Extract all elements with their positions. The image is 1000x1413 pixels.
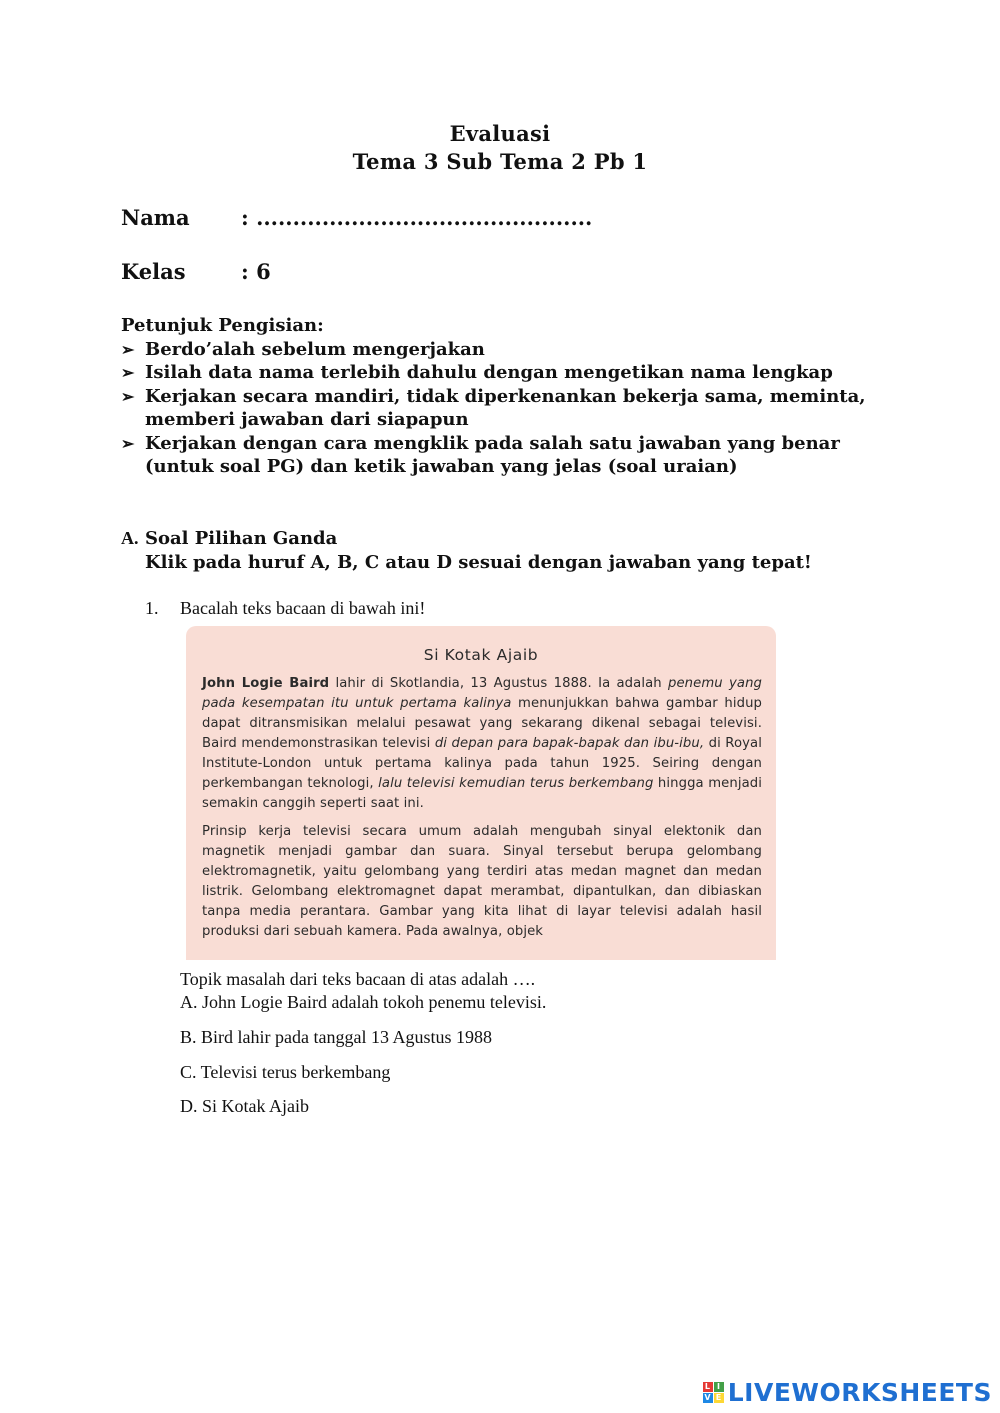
reading-title: Si Kotak Ajaib <box>423 646 539 664</box>
arrow-bullet-icon: ➢ <box>121 386 135 406</box>
reading-text: di Royal Institute-London untuk pertama kalinya pada tahun 1925. Seiring dengan perkembangan teknologi, <box>202 736 762 791</box>
logo-square: V <box>704 1393 712 1402</box>
reading-paragraph-1 <box>202 674 762 814</box>
logo-square: L <box>703 1382 713 1392</box>
reading-italic: di depan para bapak-bapak dan ibu-ibu, <box>434 736 705 751</box>
kelas-label: Kelas <box>121 259 186 284</box>
logo-grid-icon <box>703 1382 724 1403</box>
page-title: Evaluasi <box>449 121 551 146</box>
kelas-field <box>121 259 271 284</box>
instructions-heading: Petunjuk Pengisian: <box>121 315 324 336</box>
arrow-bullet-icon: ➢ <box>121 339 135 359</box>
instruction-text: Kerjakan dengan cara mengklik pada salah satu jawaban yang benar (untuk soal PG) dan ketik jawaban yang jelas (soal uraian) <box>145 432 840 477</box>
reading-italic: penemu yang pada kesempatan itu untuk pertama kalinya <box>202 676 763 711</box>
instruction-item <box>121 432 881 479</box>
reading-text: lahir di Skotlandia, 13 Agustus 1888. Ia adalah <box>329 676 668 691</box>
nama-field <box>121 205 592 230</box>
section-instruction: Klik pada huruf A, B, C atau D sesuai dengan jawaban yang tepat! <box>145 552 812 573</box>
reading-italic: lalu televisi kemudian terus berkembang <box>378 776 654 791</box>
section-heading <box>121 526 812 575</box>
page-subtitle: Tema 3 Sub Tema 2 Pb 1 <box>352 149 648 174</box>
instruction-text: Berdo’alah sebelum mengerjakan <box>145 338 485 360</box>
reading-paragraph-2: Prinsip kerja televisi secara umum adalah mengubah sinyal elektonik dan magnetik menjadi gambar dan suara. Sinyal tersebut berupa gelombang elektromagnetik, yaitu gelombang yang terdiri atas medan magnet dan medan listrik. Gelombang elektromagnet dapat merambat, dipantulkan, dan dibiaskan tanpa media perantara. Gambar yang kita lihat di layar televisi adalah hasil produksi dari sebuah kamera. Pada awalnya, objek <box>202 824 762 939</box>
question-prompt: Topik masalah dari teks bacaan di atas adalah …. <box>180 969 536 989</box>
reading-name: John Logie Baird <box>202 676 330 691</box>
logo-square: I <box>714 1382 724 1392</box>
option-b[interactable]: B. Bird lahir pada tanggal 13 Agustus 1988 <box>180 1027 492 1047</box>
instruction-text: Kerjakan secara mandiri, tidak diperkenankan bekerja sama, meminta, memberi jawaban dari siapapun <box>145 385 866 430</box>
nama-value[interactable]: : .............................................. <box>241 205 593 230</box>
instruction-item <box>121 338 881 362</box>
nama-label: Nama <box>121 205 190 230</box>
section-title: Soal Pilihan Ganda <box>145 528 338 549</box>
option-d[interactable]: D. Si Kotak Ajaib <box>180 1096 309 1116</box>
instruction-item <box>121 385 881 432</box>
instructions-block <box>121 314 881 479</box>
instructions-list <box>121 338 881 479</box>
question-intro: Bacalah teks bacaan di bawah ini! <box>180 598 426 618</box>
logo-square: E <box>714 1393 724 1403</box>
reading-text: hingga menjadi semakin canggih seperti saat ini. <box>202 776 763 811</box>
arrow-bullet-icon: ➢ <box>121 433 135 453</box>
section-letter: A. <box>121 528 139 548</box>
liveworksheets-logo <box>703 1378 992 1407</box>
kelas-value: : 6 <box>241 259 271 284</box>
instruction-item <box>121 361 881 385</box>
reading-text: menunjukkan bahwa gambar hidup dapat ditransmisikan melalui pesawat yang sekarang dikenal sebagai televisi. Baird mendemonstrasikan televisi <box>202 696 762 751</box>
arrow-bullet-icon: ➢ <box>121 363 135 382</box>
option-c[interactable]: C. Televisi terus berkembang <box>180 1062 391 1082</box>
question-number: 1. <box>145 598 159 618</box>
option-a[interactable]: A. John Logie Baird adalah tokoh penemu televisi. <box>180 992 547 1012</box>
reading-passage <box>186 626 776 960</box>
instruction-text: Isilah data nama terlebih dahulu dengan mengetikan nama lengkap <box>145 362 833 383</box>
logo-text: LIVEWORKSHEETS <box>727 1378 992 1407</box>
